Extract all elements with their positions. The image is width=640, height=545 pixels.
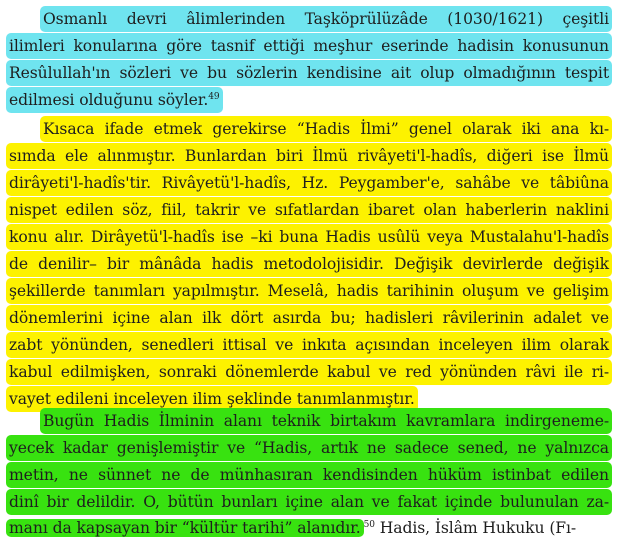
paragraph-3-line-4: dinî bir delildir. O, bütün bunları içine alan ve fakat içinde bulunulan za- [6, 489, 612, 515]
paragraph-3-line-1: Bugün Hadis İlminin alanı teknik birtakım kavramlara indirgeneme- [40, 408, 612, 434]
paragraph-2-line-10: kabul edilmişken, sonraki dönemlerde kabul ve red yönünden râvi ile ri- [6, 359, 612, 385]
paragraph-2-line-11: vayet edileni inceleyen ilim şeklinde tanımlanmıştır. [6, 386, 418, 412]
paragraph-2-line-8: dönemlerini içine alan ilk dört asırda bu; hadisleri râvilerinin adalet ve [6, 305, 612, 331]
paragraph-3-line-2: yecek kadar genişlemiştir ve “Hadis, artık ne sadece sened, ne yalnızca [6, 435, 612, 461]
paragraph-2-line-2: sımda ele alınmıştır. Bunlardan biri İlmü rivâyeti'l-hadîs, diğeri ise İlmü [6, 143, 612, 169]
unhighlighted-fragment: Hadis, İslâm Hukuku (Fı- [374, 519, 577, 537]
paragraph-2-line-1: Kısaca ifade etmek gerekirse “Hadis İlmi” genel olarak iki ana kı- [40, 116, 612, 142]
paragraph-1-line-3: Resûlullah'ın sözleri ve bu sözlerin kendisine ait olup olmadığının tespit [6, 60, 612, 86]
paragraph-2-line-7: şekillerde tanımları yapılmıştır. Meselâ, hadis tarihinin oluşum ve gelişim [6, 278, 612, 304]
footnote-ref-49[interactable]: 49 [208, 91, 220, 102]
paragraph-1-line-4: edilmesi olduğunu söyler.$^{49}$ [6, 87, 223, 113]
highlighted-fragment: manı da kapsayan bir “kültür tarihi” alanıdır. [6, 519, 364, 537]
paragraph-2-line-3: dirâyeti'l-hadîs'tir. Rivâyetü'l-hadîs, Hz. Peygamber'e, sahâbe ve tâbiûna [6, 170, 612, 196]
paragraph-2-line-9: zabt yönünden, senedleri ittisal ve inkıta açısından inceleyen ilim olarak [6, 332, 612, 358]
paragraph-2-line-6: de denilir– bir mânâda hadis metodolojisidir. Değişik devirlerde değişik [6, 251, 612, 277]
paragraph-2-line-5: konu alır. Dirâyetü'l-hadîs ise –ki buna Hadis usûlü veya Mustalahu'l-hadîs [6, 224, 612, 250]
paragraph-3-line-5 [6, 515, 576, 541]
paragraph-3-line-3: metin, ne sünnet ne de münhasıran kendisinden hüküm istinbat edilen [6, 462, 612, 488]
paragraph-1-line-1: Osmanlı devri âlimlerinden Taşköprülüzâde (1030/1621) çeşitli [40, 6, 612, 32]
paragraph-2-line-4: nispet edilen söz, fiil, takrir ve sıfatlardan ibaret olan haberlerin naklini [6, 197, 612, 223]
paragraph-1-line-2: ilimleri konularına göre tasnif ettiği meşhur eserinde hadisin konusunun [6, 33, 612, 59]
footnote-ref-50[interactable]: 50 [363, 519, 375, 530]
